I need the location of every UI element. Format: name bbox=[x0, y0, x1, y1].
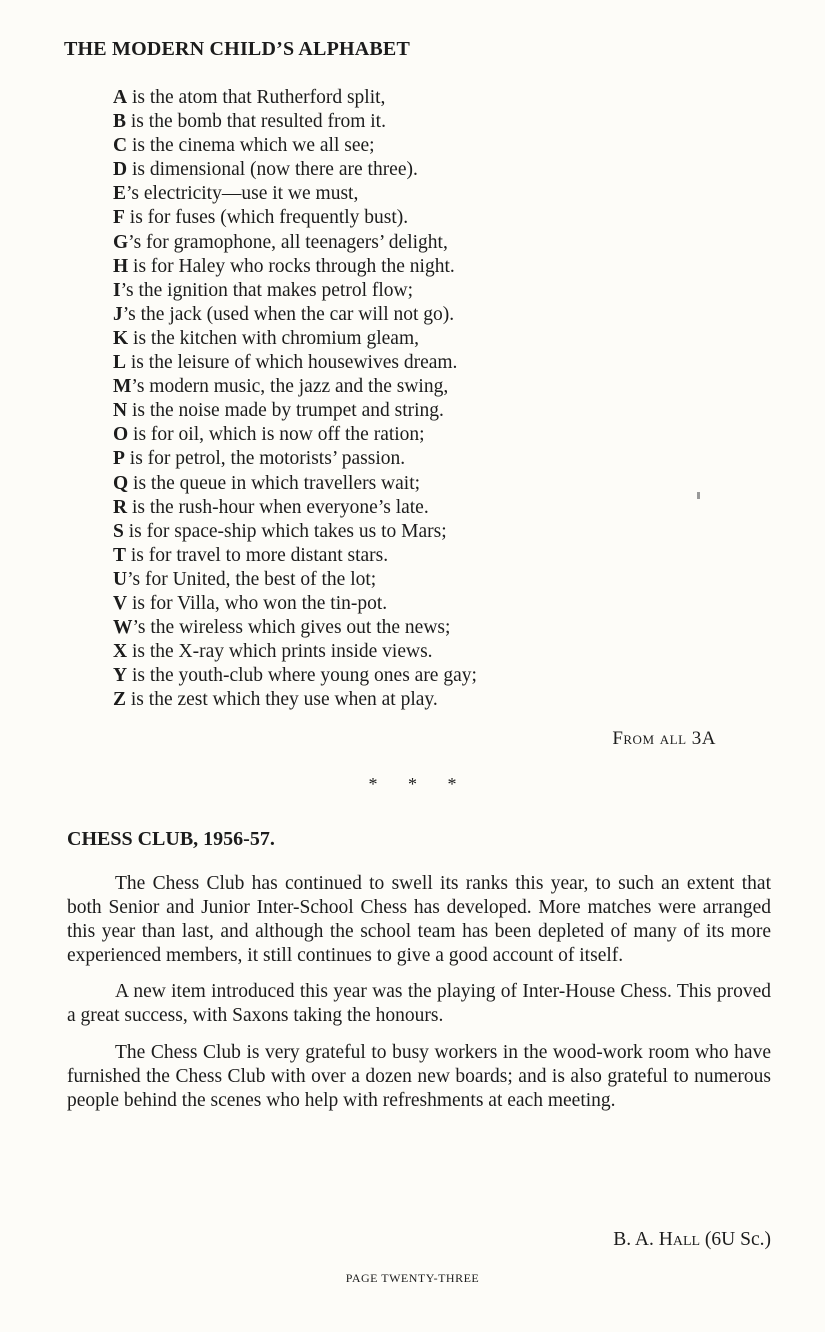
poem-line bbox=[113, 303, 477, 327]
article-paragraph: The Chess Club is very grateful to busy workers in the wood-work room who have furnished the Chess Club with over a dozen new boards; and is also grateful to numerous people behind the scenes who help with refreshments at each meeting. bbox=[67, 1041, 771, 1111]
poem-letter: N bbox=[113, 400, 128, 422]
poem-line bbox=[113, 592, 477, 616]
poem-text: is for travel to more distant stars. bbox=[126, 544, 389, 566]
poem-line bbox=[113, 423, 477, 447]
poem-text: is the noise made by trumpet and string. bbox=[127, 400, 444, 422]
poem-letter: L bbox=[113, 352, 127, 374]
poem-line bbox=[113, 544, 477, 568]
article-paragraph: A new item introduced this year was the playing of Inter-House Chess. This proved a great success, with Saxons taking the honours. bbox=[67, 981, 771, 1027]
chess-article bbox=[67, 872, 771, 1125]
page-number: PAGE TWENTY-THREE bbox=[345, 1271, 480, 1285]
poem-text: ’s electricity—use it we must, bbox=[126, 183, 359, 205]
poem bbox=[113, 86, 477, 712]
poem-letter: A bbox=[113, 87, 128, 108]
poem-text: is the atom that Rutherford split, bbox=[127, 87, 386, 108]
poem-text: is for space-ship which takes us to Mars; bbox=[123, 520, 447, 542]
poem-line bbox=[113, 520, 477, 544]
poem-letter: P bbox=[113, 448, 125, 470]
poem-text: is for petrol, the motorists’ passion. bbox=[124, 448, 406, 470]
poem-text: is for fuses (which frequently bust). bbox=[124, 207, 409, 229]
poem-letter: H bbox=[113, 255, 129, 277]
poem-signature: From all 3A bbox=[612, 728, 716, 749]
poem-line bbox=[113, 182, 477, 206]
poem-text: ’s the jack (used when the car will not go). bbox=[122, 303, 455, 325]
signature-name: Hall bbox=[658, 1229, 701, 1250]
poem-text: ’s the wireless which gives out the news; bbox=[132, 617, 451, 639]
separator-star: * bbox=[368, 774, 378, 794]
poem-line bbox=[113, 399, 477, 423]
poem-line bbox=[113, 279, 477, 303]
poem-letter: R bbox=[113, 496, 128, 518]
chess-title: CHESS CLUB, 1956-57. bbox=[67, 828, 275, 850]
poem-text: is the kitchen with chromium gleam, bbox=[128, 327, 419, 349]
poem-letter: I bbox=[113, 279, 121, 301]
poem-line bbox=[113, 158, 477, 182]
poem-text: is the rush-hour when everyone’s late. bbox=[127, 496, 429, 518]
poem-line bbox=[113, 255, 477, 279]
poem-letter: X bbox=[113, 641, 128, 663]
poem-letter: C bbox=[113, 135, 128, 157]
poem-line bbox=[113, 86, 477, 110]
poem-letter: M bbox=[113, 376, 132, 398]
print-speck bbox=[697, 492, 700, 499]
poem-text: is the X-ray which prints inside views. bbox=[127, 641, 433, 663]
poem-line bbox=[113, 496, 477, 520]
poem-line bbox=[113, 134, 477, 158]
poem-text: ’s for gramophone, all teenagers’ delight, bbox=[128, 231, 448, 253]
poem-text: ’s for United, the best of the lot; bbox=[127, 568, 377, 590]
poem-letter: B bbox=[113, 111, 127, 133]
chess-signature bbox=[613, 1229, 771, 1251]
poem-letter: W bbox=[113, 617, 133, 639]
poem-line bbox=[113, 351, 477, 375]
poem-title: THE MODERN CHILD’S ALPHABET bbox=[64, 38, 411, 60]
poem-text: is the youth-club where young ones are gay; bbox=[127, 665, 477, 687]
poem-line bbox=[113, 327, 477, 351]
poem-text: is for oil, which is now off the ration; bbox=[128, 424, 425, 446]
poem-line bbox=[113, 688, 477, 712]
section-separator bbox=[0, 774, 825, 795]
separator-star: * bbox=[408, 774, 417, 794]
poem-text: is for Haley who rocks through the night. bbox=[128, 255, 455, 277]
poem-line bbox=[113, 616, 477, 640]
poem-text: is the zest which they use when at play. bbox=[126, 689, 438, 711]
poem-line bbox=[113, 447, 477, 471]
poem-text: is the queue in which travellers wait; bbox=[128, 472, 421, 494]
poem-text: ’s the ignition that makes petrol flow; bbox=[120, 279, 414, 301]
poem-letter: Y bbox=[113, 665, 128, 687]
poem-text: is the leisure of which housewives dream. bbox=[126, 352, 458, 374]
poem-line bbox=[113, 568, 477, 592]
signature-form: (6U Sc.) bbox=[700, 1229, 771, 1250]
poem-text: is for Villa, who won the tin-pot. bbox=[127, 592, 388, 614]
poem-letter: Q bbox=[113, 472, 129, 494]
poem-letter: Z bbox=[113, 689, 127, 711]
poem-text: is the bomb that resulted from it. bbox=[126, 111, 386, 133]
poem-text: ’s modern music, the jazz and the swing, bbox=[131, 376, 449, 398]
poem-letter: F bbox=[113, 207, 125, 229]
poem-letter: S bbox=[113, 520, 124, 542]
poem-line bbox=[113, 110, 477, 134]
poem-letter: G bbox=[113, 231, 129, 253]
poem-line bbox=[113, 206, 477, 230]
poem-letter: V bbox=[113, 592, 128, 614]
poem-text: is dimensional (now there are three). bbox=[127, 159, 418, 181]
poem-letter: O bbox=[113, 424, 129, 446]
signature-initials: B. A. bbox=[613, 1229, 659, 1250]
article-paragraph: The Chess Club has continued to swell its ranks this year, to such an extent that both Senior and Junior Inter-School Chess has developed. More matches were arranged this year than last, and although the school team has been depleted of many of its more experienced members, it still continues to give a good account of itself. bbox=[67, 873, 771, 967]
poem-line bbox=[113, 375, 477, 399]
poem-line bbox=[113, 640, 477, 664]
poem-line bbox=[113, 231, 477, 255]
poem-line bbox=[113, 472, 477, 496]
poem-letter: E bbox=[113, 183, 127, 205]
poem-text: is the cinema which we all see; bbox=[127, 135, 375, 157]
poem-letter: T bbox=[113, 544, 127, 566]
poem-letter: K bbox=[113, 327, 129, 349]
separator-star: * bbox=[447, 774, 457, 794]
poem-letter: U bbox=[113, 568, 128, 590]
poem-letter: D bbox=[113, 159, 128, 181]
poem-line bbox=[113, 664, 477, 688]
poem-letter: J bbox=[113, 303, 123, 325]
